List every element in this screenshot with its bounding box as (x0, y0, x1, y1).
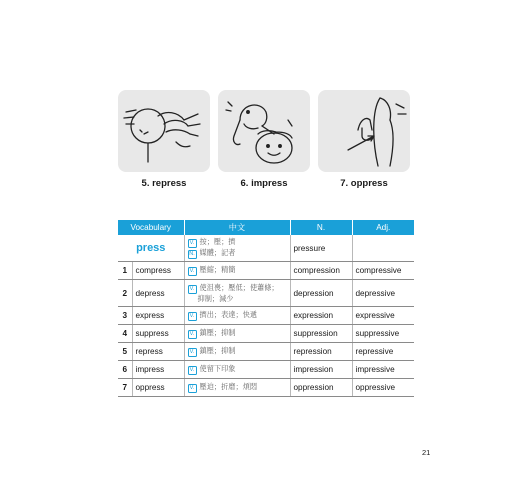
table-header-row (118, 220, 414, 235)
word-cell: suppress (132, 325, 184, 343)
verb-icon: V. (188, 312, 197, 321)
adj-cell: depressive (352, 280, 414, 307)
oppress-illustration (318, 90, 410, 172)
adj-cell (352, 235, 414, 262)
root-word: press (136, 242, 166, 254)
verb-icon: V. (188, 285, 197, 294)
illustration-caption-impress: 6. impress (240, 178, 288, 189)
header-chinese: 中文 (184, 220, 290, 235)
header-adjective: Adj. (352, 220, 414, 235)
repress-illustration (118, 90, 210, 172)
meaning-cell: V. 壓縮；精簡 (184, 262, 290, 280)
impress-illustration (218, 90, 310, 172)
table-row: 3 express V. 擠出；表達；快遞 expression expressive (118, 307, 414, 325)
table-row: 6 impress V. 使留下印象 impression impressive (118, 361, 414, 379)
adj-cell: oppressive (352, 379, 414, 397)
verb-icon: V. (188, 366, 197, 375)
meaning-cell: V. 鎮壓；抑制 (184, 325, 290, 343)
vocabulary-table (118, 220, 414, 397)
adj-cell: suppressive (352, 325, 414, 343)
word-cell: express (132, 307, 184, 325)
meaning-cell: V. 使沮喪；壓低；使蕭條； 抑制；減少 (184, 280, 290, 307)
root-word-cell (118, 235, 184, 262)
verb-icon: V. (188, 239, 197, 248)
noun-cell: oppression (290, 379, 352, 397)
table-row-press (118, 235, 414, 262)
verb-icon: V. (188, 330, 197, 339)
table-row: 4 suppress V. 鎮壓；抑制 suppression suppressive (118, 325, 414, 343)
word-cell: compress (132, 262, 184, 280)
adj-cell: impressive (352, 361, 414, 379)
noun-cell: depression (290, 280, 352, 307)
adj-cell: expressive (352, 307, 414, 325)
noun-cell: impression (290, 361, 352, 379)
meaning-cell: V. 擠出；表達；快遞 (184, 307, 290, 325)
noun-cell: compression (290, 262, 352, 280)
noun-cell: repression (290, 343, 352, 361)
word-cell: repress (132, 343, 184, 361)
meaning-cell: V. 鎮壓；抑制 (184, 343, 290, 361)
meaning-cell: V. 使留下印象 (184, 361, 290, 379)
table-row: 1 compress V. 壓縮；精簡 compression compressive (118, 262, 414, 280)
header-noun: N. (290, 220, 352, 235)
illustration-caption-oppress: 7. oppress (340, 178, 388, 189)
noun-cell: pressure (290, 235, 352, 262)
noun-icon: N. (189, 251, 195, 257)
root-meaning-cell: V. 按；壓；擠 N. 媒體；記者 (184, 235, 290, 262)
verb-icon: V. (188, 348, 197, 357)
adj-cell: repressive (352, 343, 414, 361)
header-vocabulary: Vocabulary (118, 220, 184, 235)
table-row: 5 repress V. 鎮壓；抑制 repression repressive (118, 343, 414, 361)
verb-icon: V. (188, 384, 197, 393)
illustration-caption-repress: 5. repress (141, 178, 187, 189)
word-cell: depress (132, 280, 184, 307)
word-cell: impress (132, 361, 184, 379)
verb-icon: V. (188, 267, 197, 276)
meaning-cell: V. 壓迫；折磨；煩悶 (184, 379, 290, 397)
table-row: 2 depress V. 使沮喪；壓低；使蕭條； 抑制；減少 depression depressive (118, 280, 414, 307)
noun-cell: expression (290, 307, 352, 325)
page-number: 21 (422, 448, 431, 457)
illustration-row (118, 90, 414, 172)
word-cell: oppress (132, 379, 184, 397)
noun-cell: suppression (290, 325, 352, 343)
table-row: 7 oppress V. 壓迫；折磨；煩悶 oppression oppressive (118, 379, 414, 397)
adj-cell: compressive (352, 262, 414, 280)
